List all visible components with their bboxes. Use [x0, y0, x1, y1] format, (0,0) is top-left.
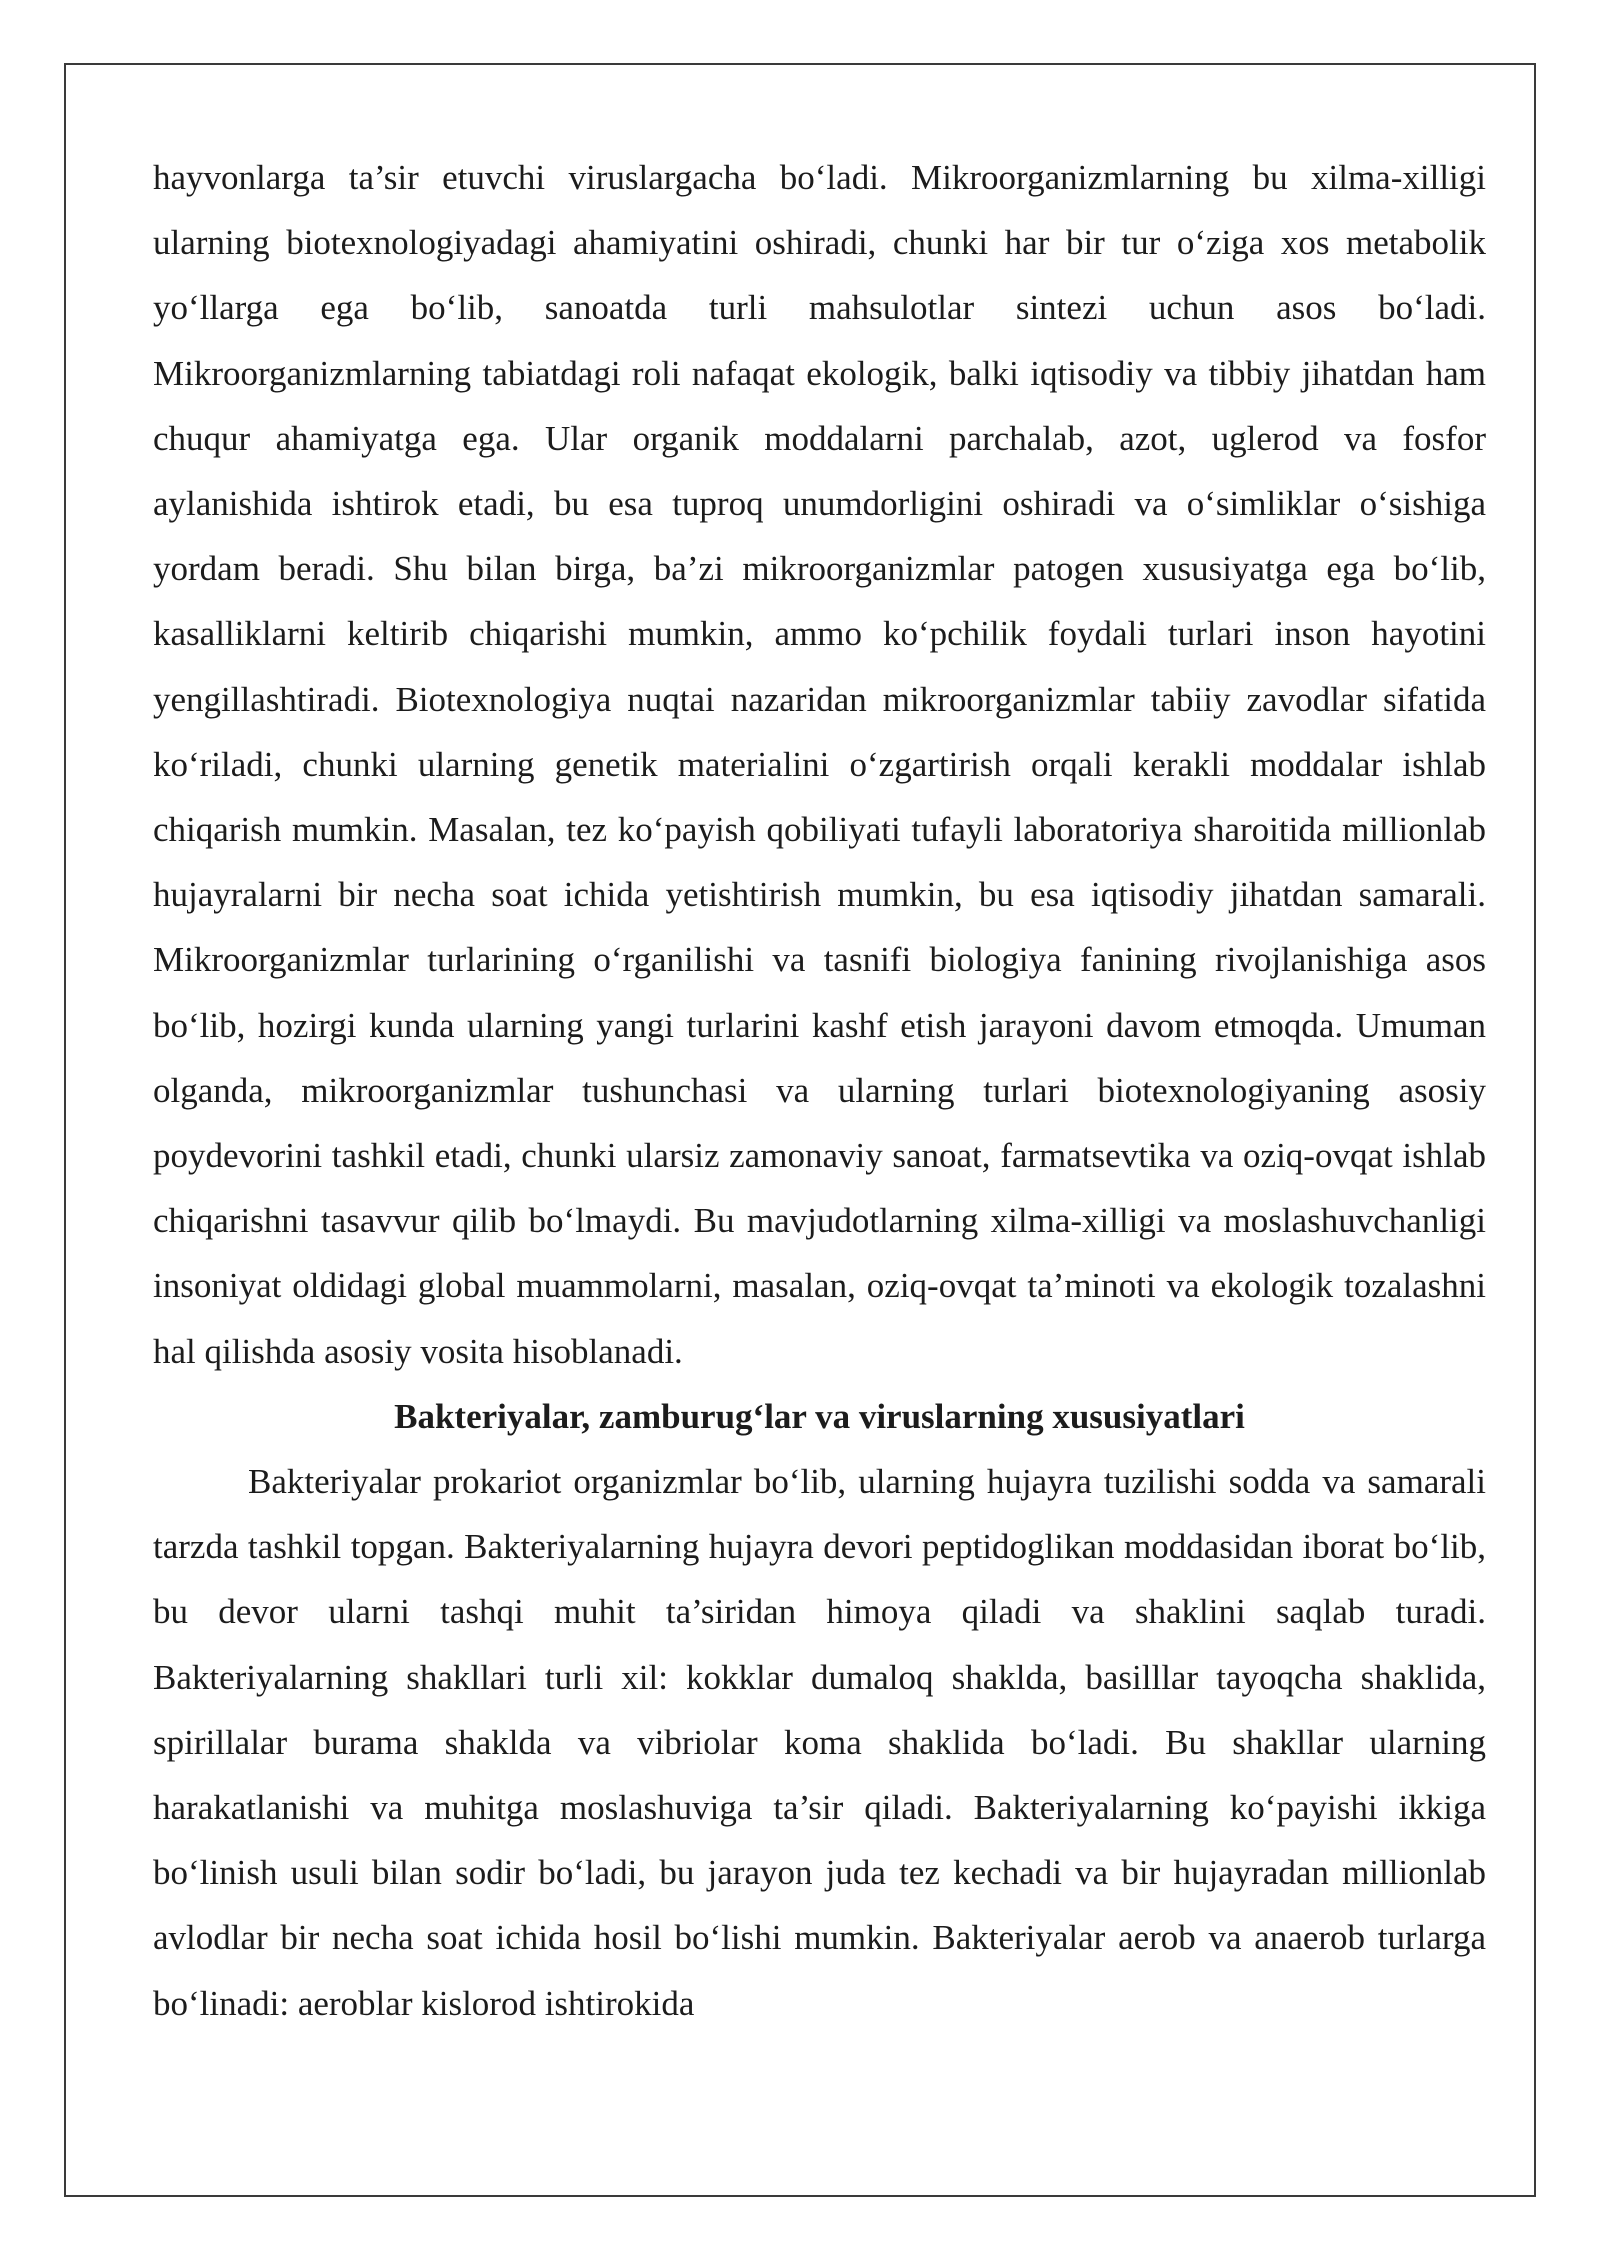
- body-paragraph-1: hayvonlarga ta’sir etuvchi viruslargacha bo‘ladi. Mikroorganizmlarning bu xilma-xilligi ularning biotexnologiyadagi ahamiyatini oshiradi, chunki har bir tur o‘ziga xos metabolik yo‘llarga ega bo‘lib, sanoatda turli mahsulotlar sintezi uchun asos bo‘ladi. Mikroorganizmlarning tabiatdagi roli nafaqat ekologik, balki iqtisodiy va tibbiy jihatdan ham chuqur ahamiyatga ega. Ular organik moddalarni parchalab, azot, uglerod va fosfor aylanishida ishtirok etadi, bu esa tuproq unumdorligini oshiradi va o‘simliklar o‘sishiga yordam beradi. Shu bilan birga, ba’zi mikroorganizmlar patogen xususiyatga ega bo‘lib, kasalliklarni keltirib chiqarishi mumkin, ammo ko‘pchilik foydali turlari inson hayotini yengillashtiradi. Biotexnologiya nuqtai nazaridan mikroorganizmlar tabiiy zavodlar sifatida ko‘riladi, chunki ularning genetik materialini o‘zgartirish orqali kerakli moddalar ishlab chiqarish mumkin. Masalan, tez ko‘payish qobiliyati tufayli laboratoriya sharoitida millionlab hujayralarni bir necha soat ichida yetishtirish mumkin, bu esa iqtisodiy jihatdan samarali. Mikroorganizmlar turlarining o‘rganilishi va tasnifi biologiya fanining rivojlanishiga asos bo‘lib, hozirgi kunda ularning yangi turlarini kashf etish jarayoni davom etmoqda. Umuman olganda, mikroorganizmlar tushunchasi va ularning turlari biotexnologiyaning asosiy poydevorini tashkil etadi, chunki ularsiz zamonaviy sanoat, farmatsevtika va oziq-ovqat ishlab chiqarishni tasavvur qilib bo‘lmaydi. Bu mavjudotlarning xilma-xilligi va moslashuvchanligi insoniyat oldidagi global muammolarni, masalan, oziq-ovqat ta’minoti va ekologik tozalashni hal qilishda asosiy vosita hisoblanadi.: [153, 158, 1486, 1371]
- body-paragraph-2: Bakteriyalar prokariot organizmlar bo‘lib, ularning hujayra tuzilishi sodda va samarali tarzda tashkil topgan. Bakteriyalarning hujayra devori peptidoglikan moddasidan iborat bo‘lib, bu devor ularni tashqi muhit ta’siridan himoya qiladi va shaklini saqlab turadi. Bakteriyalarning shakllari turli xil: kokklar dumaloq shaklda, basilllar tayoqcha shaklida, spirillalar burama shaklda va vibriolar koma shaklida bo‘ladi. Bu shakllar ularning harakatlanishi va muhitga moslashuviga ta’sir qiladi. Bakteriyalarning ko‘payishi ikkiga bo‘linish usuli bilan sodir bo‘ladi, bu jarayon juda tez kechadi va bir hujayradan millionlab avlodlar bir necha soat ichida hosil bo‘lishi mumkin. Bakteriyalar aerob va anaerob turlarga bo‘linadi: aeroblar kislorod ishtirokida: [153, 1462, 1486, 2023]
- document-body: [153, 145, 1486, 2036]
- section-heading: Bakteriyalar, zamburug‘lar va viruslarning xususiyatlari: [394, 1396, 1245, 1436]
